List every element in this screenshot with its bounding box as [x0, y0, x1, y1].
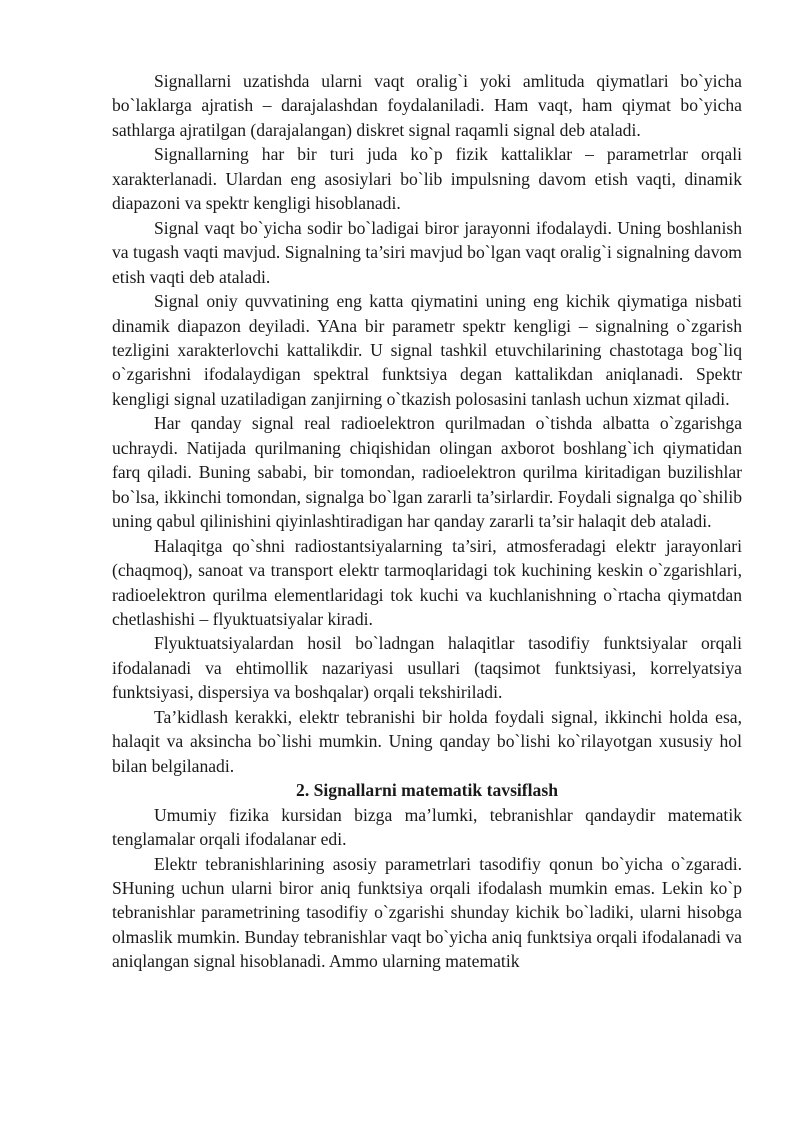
paragraph-signal-duration: Signal vaqt bo`yicha sodir bo`ladigai biror jarayonni ifodalaydi. Uning boshlanish va tugash vaqti mavjud. Signalning ta’siri mavjud bo`lgan vaqt oralig`i signalning davom etish vaqti deb ataladi. — [112, 217, 742, 287]
paragraph-signal-parameters: Signallarning har bir turi juda ko`p fizik kattaliklar – parametrlar orqali xarakterlanadi. Ulardan eng asosiylari bo`lib impulsning davom etish vaqti, dinamik diapazoni va spektr kengligi hisoblanadi. — [112, 144, 742, 214]
paragraph-dynamic-range: Signal oniy quvvatining eng katta qiymatini uning eng kichik qiymatiga nisbati dinamik diapazon deyiladi. YAna bir parametr spektr kengligi – signalning o`zgarish tezligini xarakterlovchi kattalikdir. U signal tashkil etuvchilarining chastotaga bog`liq o`zgarishni ifodalaydigan spektral funktsiya degan kattalikdan aniqlanadi. Spektr kengligi signal uzatiladigan zanjirning o`tkazish polosasini tanlash uchun xizmat qiladi. — [112, 291, 742, 409]
paragraph-digital-signal: Signallarni uzatishda ularni vaqt oralig`i yoki amlituda qiymatlari bo`yicha bo`laklarga ajratish – darajalashdan foydalaniladi. Ham vaqt, ham qiymat bo`yicha sathlarga ajratilgan (darajalangan) diskret signal raqamli signal deb ataladi. — [112, 71, 742, 140]
paragraph-interference-sources: Halaqitga qo`shni radiostantsiyalarning ta’siri, atmosferadagi elektr jarayonlari (chaqmoq), sanoat va transport elektr tarmoqlaridagi tok kuchining keskin o`zgarishlari, radioelektron qurilma elementlaridagi tok kuchi va kuchlanishning o`rtacha qiymatdan chetlashishi – flyuktuatsiyalar kiradi. — [112, 535, 742, 629]
paragraph-signal-or-noise: Ta’kidlash kerakki, elektr tebranishi bir holda foydali signal, ikkinchi holda esa, halaqit va aksincha bo`lishi mumkin. Uning qanday bo`lishi ko`rilayotgan xususiy hol bilan belgilanadi. — [112, 706, 742, 776]
paragraph-fluctuations: Flyuktuatsiyalardan hosil bo`ladngan halaqitlar tasodifiy funktsiyalar orqali ifodalanadi va ehtimollik nazariyasi usullari (taqsimot funktsiyasi, korrelyatsiya funktsiyasi, dispersiya va boshqalar) orqali tekshiriladi. — [112, 633, 742, 703]
paragraph-math-equations: Umumiy fizika kursidan bizga ma’lumki, tebranishlar qandaydir matematik tenglamalar orqali ifodalanar edi. — [112, 804, 742, 850]
paragraph-deterministic-signal: Elektr tebranishlarining asosiy parametrlari tasodifiy qonun bo`yicha o`zgaradi. SHuning uchun ularni biror aniq funktsiya orqali ifodalash mumkin emas. Lekin ko`p tebranishlar parametrining tasodifiy o`zgarishi shunday kichik bo`ladiki, ularni hisobga olmaslik mumkin. Bunday tebranishlar vaqt bo`yicha aniq funktsiya orqali ifodalanadi va aniqlangan signal hisoblanadi. Ammo ularning matematik — [112, 853, 742, 972]
document-page — [112, 69, 742, 974]
section-heading: 2. Signallarni matematik tavsiflash — [296, 780, 558, 801]
paragraph-signal-distortion: Har qanday signal real radioelektron qurilmadan o`tishda albatta o`zgarishga uchraydi. Natijada qurilmaning chiqishidan olingan axborot boshlang`ich qiymatidan farq qiladi. Buning sababi, bir tomondan, radioelektron qurilma kiritadigan buzilishlar bo`lsa, ikkinchi tomondan, signalga bo`lgan zararli ta’sirlardir. Foydali signalga qo`shilib uning qabul qilinishini qiyinlashtiradigan har qanday zararli ta’sir halaqit deb ataladi. — [112, 413, 742, 532]
